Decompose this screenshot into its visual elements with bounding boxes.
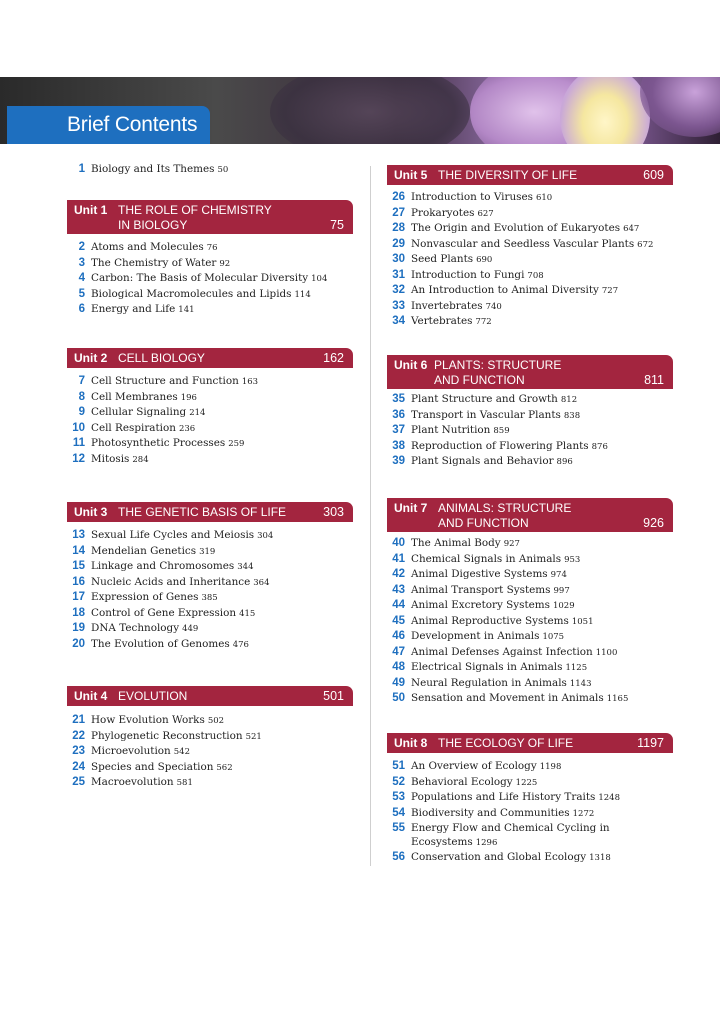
- chapter-entry[interactable]: [67, 256, 230, 272]
- chapter-title: Control of Gene Expression: [91, 606, 237, 619]
- chapter-title: Biological Macromolecules and Lipids: [91, 287, 292, 300]
- unit-label: Unit 4: [74, 689, 108, 703]
- unit-label: Unit 3: [74, 505, 108, 519]
- chapter-page: 1272: [572, 808, 595, 819]
- chapter-entry[interactable]: [387, 536, 520, 552]
- chapter-number: 39: [392, 455, 405, 467]
- chapter-number: 43: [392, 583, 405, 596]
- chapter-title: Atoms and Molecules: [91, 241, 204, 253]
- chapter-number: 50: [392, 692, 405, 704]
- chapter-title: Invertebrates: [411, 299, 483, 312]
- chapter-entry[interactable]: [67, 302, 195, 318]
- chapter-entry[interactable]: [67, 590, 218, 606]
- chapter-entry[interactable]: [67, 760, 233, 776]
- unit-label: Unit 8: [394, 736, 428, 750]
- chapter-number: 6: [78, 303, 85, 315]
- unit-page: 75: [330, 218, 344, 232]
- chapter-number: 33: [392, 299, 405, 312]
- unit-header[interactable]: [387, 733, 673, 753]
- chapter-entry[interactable]: [387, 283, 618, 299]
- chapter-title: Neural Regulation in Animals: [411, 676, 567, 689]
- chapter-number: 30: [392, 253, 405, 265]
- chapter-title: Introduction to Viruses: [411, 191, 533, 203]
- chapter-page: 997: [553, 585, 570, 596]
- chapter-title: Prokaryotes: [411, 206, 475, 219]
- chapter-entry[interactable]: [67, 559, 253, 575]
- orchid-petal: [640, 77, 720, 137]
- chapter-title: Chemical Signals in Animals: [411, 552, 562, 565]
- chapter-entry[interactable]: [387, 629, 564, 645]
- chapter-page: 896: [556, 457, 573, 467]
- chapter-entry[interactable]: [67, 729, 262, 745]
- chapter-number: 14: [72, 544, 85, 557]
- chapter-page: 76: [206, 243, 218, 253]
- chapter-title: Biology and Its Themes: [91, 163, 215, 175]
- chapter-title: Animal Reproductive Systems: [411, 614, 569, 627]
- chapter-page: 304: [257, 531, 274, 541]
- chapter-entry[interactable]: [387, 392, 577, 408]
- chapter-page: 1296: [475, 838, 498, 848]
- chapter-title: Sexual Life Cycles and Meiosis: [91, 529, 255, 541]
- chapter-entry[interactable]: [67, 606, 255, 622]
- unit-header[interactable]: [67, 348, 353, 368]
- chapter-page: 259: [228, 439, 245, 449]
- chapter-number: 26: [392, 191, 405, 203]
- orchid-photo-shadow: [270, 77, 470, 144]
- chapter-entry[interactable]: [67, 390, 197, 406]
- unit-label: Unit 6: [394, 358, 428, 372]
- chapter-page: 727: [601, 286, 619, 296]
- chapter-number: 55: [392, 822, 405, 834]
- chapter-title: Behavioral Ecology: [411, 775, 513, 788]
- chapter-page: 708: [527, 270, 544, 281]
- chapter-entry[interactable]: [387, 206, 494, 222]
- chapter-title: How Evolution Works: [91, 714, 205, 726]
- chapter-number: 29: [392, 237, 405, 250]
- chapter-entry[interactable]: [387, 408, 580, 424]
- chapter-title: Conservation and Global Ecology: [411, 851, 587, 863]
- unit-page: 501: [323, 689, 344, 703]
- chapter-title: Energy Flow and Chemical Cycling in: [411, 822, 610, 834]
- chapter-entry[interactable]: [387, 423, 510, 439]
- chapter-title: Expression of Genes: [91, 591, 199, 603]
- chapter-page: 1029: [552, 601, 575, 611]
- unit-label: Unit 2: [74, 351, 108, 365]
- chapter-page: 542: [173, 747, 190, 757]
- chapter-entry[interactable]: [67, 544, 215, 560]
- chapter-page: 1198: [539, 762, 562, 772]
- chapter-entry[interactable]: [387, 268, 544, 284]
- chapter-entry[interactable]: [67, 162, 228, 178]
- chapter-number: 24: [72, 760, 85, 773]
- unit-header[interactable]: [387, 498, 673, 532]
- unit-page: 162: [323, 351, 344, 365]
- chapter-number: 7: [78, 375, 85, 387]
- chapter-title: Electrical Signals in Animals: [411, 661, 563, 673]
- chapter-number: 35: [392, 393, 405, 405]
- chapter-title: Sensation and Movement in Animals: [411, 692, 604, 704]
- chapter-page: 1143: [569, 678, 592, 689]
- chapter-page: 415: [239, 608, 256, 619]
- chapter-number: 2: [78, 241, 85, 253]
- chapter-title: The Evolution of Genomes: [91, 637, 230, 650]
- chapter-title: The Origin and Evolution of Eukaryotes: [411, 222, 621, 234]
- chapter-page: 1165: [606, 694, 629, 704]
- chapter-number: 53: [392, 791, 405, 803]
- unit-title: THE ROLE OF CHEMISTRY: [118, 203, 272, 217]
- chapter-number: 20: [72, 637, 85, 650]
- chapter-page: 163: [241, 377, 259, 387]
- chapter-entry[interactable]: [387, 552, 580, 568]
- unit-title-line2: AND FUNCTION: [434, 373, 525, 387]
- chapter-page: 449: [182, 624, 199, 634]
- chapter-entry[interactable]: [67, 744, 190, 760]
- chapter-number: 49: [392, 676, 405, 689]
- chapter-title: Animal Transport Systems: [411, 583, 551, 596]
- chapter-page: 859: [493, 426, 510, 436]
- chapter-title: Mendelian Genetics: [91, 544, 197, 557]
- chapter-title: Linkage and Chromosomes: [91, 560, 235, 572]
- chapter-page: 236: [178, 423, 196, 434]
- chapter-number: 1: [78, 163, 85, 175]
- chapter-entry[interactable]: [387, 567, 567, 583]
- chapter-number: 13: [72, 529, 85, 541]
- chapter-title: Animal Defenses Against Infection: [411, 645, 593, 658]
- chapter-entry[interactable]: [67, 287, 311, 303]
- chapter-page: 214: [189, 408, 206, 418]
- chapter-number: 31: [392, 268, 405, 281]
- chapter-entry[interactable]: [67, 775, 193, 791]
- chapter-entry[interactable]: [67, 421, 195, 437]
- chapter-entry[interactable]: [67, 621, 198, 637]
- unit-page: 926: [643, 516, 664, 530]
- chapter-entry[interactable]: [387, 314, 492, 330]
- chapter-title: The Chemistry of Water: [91, 256, 217, 269]
- chapter-number: 34: [392, 315, 405, 327]
- chapter-number: 15: [72, 560, 85, 572]
- unit-title-line2: AND FUNCTION: [438, 516, 529, 530]
- chapter-number: 56: [392, 851, 405, 863]
- chapter-page: 1100: [595, 647, 618, 658]
- chapter-page: 141: [178, 305, 195, 315]
- unit-header[interactable]: [67, 502, 353, 522]
- chapter-entry[interactable]: [67, 637, 249, 653]
- chapter-page: 812: [560, 395, 578, 405]
- chapter-number: 37: [392, 424, 405, 436]
- chapter-number: 46: [392, 630, 405, 642]
- chapter-page: 772: [475, 317, 492, 327]
- chapter-entry[interactable]: [387, 221, 639, 237]
- chapter-page: 974: [550, 570, 567, 580]
- chapter-title: Energy and Life: [91, 303, 176, 315]
- unit-page: 303: [323, 505, 344, 519]
- unit-label: Unit 1: [74, 203, 108, 217]
- chapter-page: 1051: [571, 616, 594, 627]
- chapter-number: 17: [72, 591, 85, 603]
- chapter-title: Phylogenetic Reconstruction: [91, 729, 243, 742]
- chapter-entry[interactable]: [387, 583, 570, 599]
- chapter-title: Species and Speciation: [91, 760, 214, 773]
- chapter-number: 21: [72, 714, 85, 726]
- chapter-number: 4: [78, 272, 85, 284]
- chapter-number: 12: [72, 452, 85, 465]
- chapter-page: 838: [563, 410, 581, 421]
- chapter-page: 344: [237, 562, 254, 572]
- chapter-number: 32: [392, 284, 405, 296]
- chapter-number: 18: [72, 606, 85, 619]
- chapter-number: 40: [392, 537, 405, 549]
- chapter-entry[interactable]: [387, 645, 617, 661]
- chapter-title: Carbon: The Basis of Molecular Diversity: [91, 272, 309, 284]
- chapter-page: 627: [477, 208, 494, 219]
- chapter-number: 44: [392, 599, 405, 611]
- chapter-entry[interactable]: [67, 271, 327, 287]
- unit-title-line2: IN BIOLOGY: [118, 218, 188, 232]
- chapter-title-cont: Ecosystems: [411, 836, 473, 848]
- unit-title: THE GENETIC BASIS OF LIFE: [118, 505, 287, 519]
- unit-title: PLANTS: STRUCTURE: [434, 358, 562, 372]
- chapter-entry[interactable]: [387, 614, 594, 630]
- chapter-title: Introduction to Fungi: [411, 268, 525, 281]
- chapter-page: 50: [217, 165, 229, 175]
- chapter-title: Macroevolution: [91, 776, 174, 788]
- chapter-page: 672: [637, 239, 654, 250]
- chapter-page: 562: [216, 762, 233, 773]
- chapter-entry[interactable]: [387, 775, 537, 791]
- chapter-entry[interactable]: [387, 821, 610, 836]
- chapter-entry[interactable]: [387, 790, 620, 806]
- column-divider: [370, 166, 371, 866]
- chapter-number: 5: [78, 287, 85, 300]
- chapter-entry[interactable]: [387, 237, 653, 253]
- chapter-number: 11: [72, 437, 85, 449]
- chapter-number: 47: [392, 645, 405, 658]
- chapter-title: Animal Digestive Systems: [411, 568, 548, 580]
- chapter-entry[interactable]: [387, 598, 575, 614]
- chapter-entry[interactable]: [387, 439, 608, 455]
- chapter-page: 581: [176, 778, 193, 788]
- chapter-number: 10: [72, 421, 85, 434]
- chapter-title: Seed Plants: [411, 253, 474, 265]
- chapter-title: Biodiversity and Communities: [411, 806, 570, 819]
- chapter-number: 3: [78, 256, 85, 269]
- chapter-title: An Introduction to Animal Diversity: [411, 284, 599, 296]
- unit-label: Unit 7: [394, 501, 428, 515]
- chapter-page: 690: [476, 255, 493, 265]
- chapter-page: 319: [199, 546, 216, 557]
- chapter-number: 16: [72, 575, 85, 588]
- chapter-page: 1318: [589, 853, 611, 863]
- chapter-page: 521: [245, 731, 262, 742]
- chapter-title: Reproduction of Flowering Plants: [411, 439, 589, 452]
- chapter-page: 104: [311, 274, 328, 284]
- chapter-page: 876: [591, 441, 608, 452]
- chapter-title: Plant Nutrition: [411, 424, 491, 436]
- chapter-title: Mitosis: [91, 452, 130, 465]
- chapter-page: 740: [485, 301, 502, 312]
- chapter-page: 953: [564, 554, 581, 565]
- chapter-title: Vertebrates: [411, 315, 473, 327]
- chapter-page: 502: [207, 716, 225, 726]
- chapter-number: 8: [78, 390, 85, 403]
- unit-title: ANIMALS: STRUCTURE: [438, 501, 572, 515]
- chapter-title: Nucleic Acids and Inheritance: [91, 575, 251, 588]
- chapter-page: 1075: [542, 632, 565, 642]
- chapter-entry[interactable]: [387, 676, 592, 692]
- chapter-number: 42: [392, 568, 405, 580]
- chapter-entry[interactable]: [67, 713, 224, 729]
- chapter-number: 38: [392, 439, 405, 452]
- chapter-entry[interactable]: [387, 190, 552, 206]
- chapter-title: Cellular Signaling: [91, 406, 187, 418]
- chapter-entry-continuation[interactable]: [387, 835, 497, 851]
- chapter-entry[interactable]: [387, 806, 594, 822]
- chapter-page: 114: [294, 289, 311, 300]
- chapter-number: 51: [392, 760, 405, 772]
- chapter-number: 23: [72, 745, 85, 757]
- chapter-number: 36: [392, 408, 405, 421]
- chapter-title: Cell Membranes: [91, 390, 178, 403]
- chapter-number: 52: [392, 775, 405, 788]
- chapter-page: 1125: [565, 663, 588, 673]
- chapter-title: The Animal Body: [411, 537, 501, 549]
- unit-title: CELL BIOLOGY: [118, 351, 205, 365]
- chapter-title: Photosynthetic Processes: [91, 437, 226, 449]
- unit-title: EVOLUTION: [118, 689, 188, 703]
- chapter-title: Populations and Life History Traits: [411, 791, 596, 803]
- chapter-page: 92: [219, 258, 231, 269]
- chapter-title: Plant Structure and Growth: [411, 393, 558, 405]
- chapter-entry[interactable]: [387, 691, 628, 707]
- chapter-entry[interactable]: [67, 452, 149, 468]
- chapter-title: Transport in Vascular Plants: [411, 408, 561, 421]
- chapter-entry[interactable]: [387, 759, 561, 775]
- unit-title: THE ECOLOGY OF LIFE: [438, 736, 574, 750]
- chapter-title: Cell Structure and Function: [91, 375, 239, 387]
- chapter-title: DNA Technology: [91, 622, 180, 634]
- chapter-page: 1225: [515, 777, 538, 788]
- chapter-title: Microevolution: [91, 745, 171, 757]
- chapter-entry[interactable]: [67, 405, 205, 421]
- chapter-page: 647: [623, 224, 640, 234]
- chapter-page: 196: [180, 392, 197, 403]
- chapter-number: 25: [72, 776, 85, 788]
- chapter-number: 19: [72, 622, 85, 634]
- chapter-title: Development in Animals: [411, 630, 540, 642]
- chapter-entry[interactable]: [387, 252, 492, 268]
- unit-page: 811: [644, 373, 664, 387]
- chapter-page: 385: [201, 593, 218, 603]
- unit-label: Unit 5: [394, 168, 428, 182]
- chapter-page: 284: [132, 454, 149, 465]
- chapter-entry[interactable]: [67, 240, 218, 256]
- chapter-entry[interactable]: [387, 454, 573, 470]
- chapter-entry[interactable]: [67, 436, 244, 452]
- orchid-center: [560, 77, 650, 144]
- chapter-entry[interactable]: [387, 850, 611, 866]
- unit-header[interactable]: [387, 165, 673, 185]
- unit-header[interactable]: [67, 200, 353, 234]
- chapter-page: 476: [232, 639, 249, 650]
- chapter-number: 54: [392, 806, 405, 819]
- chapter-number: 45: [392, 614, 405, 627]
- chapter-title: Cell Respiration: [91, 421, 176, 434]
- chapter-entry[interactable]: [67, 528, 273, 544]
- chapter-entry[interactable]: [387, 660, 587, 676]
- chapter-page: 927: [503, 539, 520, 549]
- chapter-number: 41: [392, 552, 405, 565]
- chapter-number: 9: [78, 406, 85, 418]
- chapter-title: Animal Excretory Systems: [411, 599, 550, 611]
- page-title: Brief Contents: [7, 106, 210, 144]
- chapter-number: 28: [392, 222, 405, 234]
- chapter-page: 364: [253, 577, 270, 588]
- chapter-title: Nonvascular and Seedless Vascular Plants: [411, 237, 635, 250]
- chapter-page: 1248: [598, 793, 620, 803]
- unit-header[interactable]: [387, 355, 673, 389]
- chapter-number: 27: [392, 206, 405, 219]
- unit-page: 609: [643, 168, 664, 182]
- chapter-entry[interactable]: [67, 575, 270, 591]
- chapter-title: Plant Signals and Behavior: [411, 455, 554, 467]
- unit-title: THE DIVERSITY OF LIFE: [438, 168, 578, 182]
- chapter-entry[interactable]: [67, 374, 258, 390]
- chapter-page: 610: [535, 193, 553, 203]
- unit-header[interactable]: [67, 686, 353, 706]
- chapter-number: 22: [72, 729, 85, 742]
- chapter-number: 48: [392, 661, 405, 673]
- chapter-entry[interactable]: [387, 299, 502, 315]
- chapter-title: An Overview of Ecology: [411, 760, 537, 772]
- unit-page: 1197: [637, 736, 664, 750]
